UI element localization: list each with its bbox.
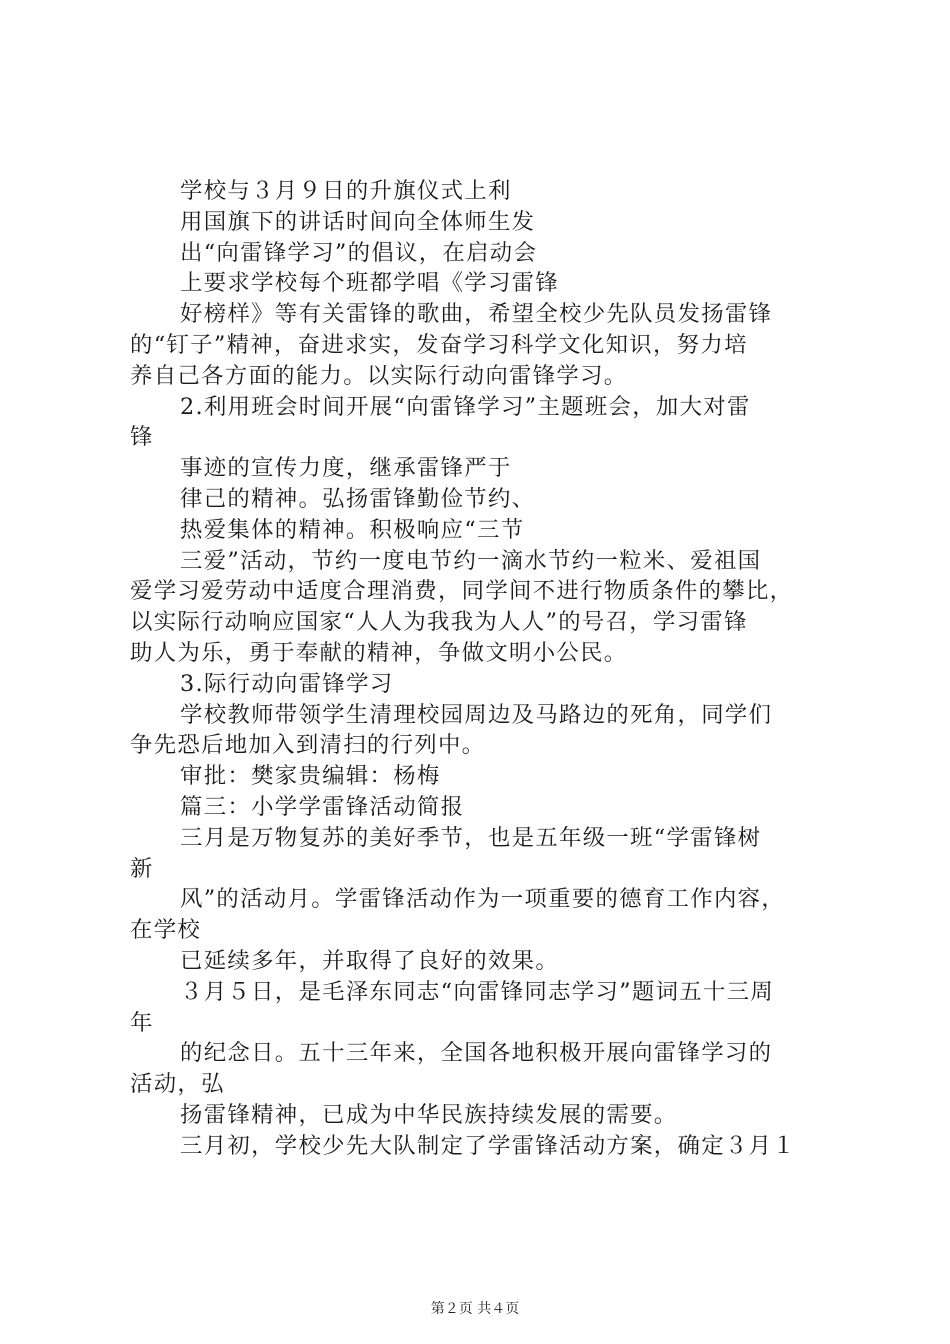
- text-line: 热爱集体的精神。积极响应“三节: [180, 516, 525, 543]
- text-line: 篇三：小学学雷锋活动简报: [180, 793, 465, 820]
- text-line: 学校与３月９日的升旗仪式上利: [180, 178, 512, 204]
- text-line: 3.际行动向雷锋学习: [180, 670, 394, 697]
- text-line: 上要求学校每个班都学唱《学习雷锋: [180, 270, 560, 297]
- text-line: 助人为乐，勇于奉献的精神，争做文明小公民。: [130, 639, 628, 666]
- text-line: 养自己各方面的能力。以实际行动向雷锋学习。: [130, 362, 628, 389]
- text-line: 出“向雷锋学习”的倡议，在启动会: [180, 239, 538, 266]
- text-line: 在学校: [130, 917, 202, 944]
- text-line: 三月是万物复苏的美好季节，也是五年级一班“学雷锋树: [180, 824, 762, 851]
- text-line: 2.利用班会时间开展“向雷锋学习”主题班会，加大对雷: [180, 393, 751, 420]
- text-line: 的“钉子”精神，奋进求实，发奋学习科学文化知识，努力培: [130, 331, 748, 358]
- text-line: 三月初，学校少先大队制定了学雷锋活动方案，确定３月１: [180, 1132, 796, 1159]
- text-line: 扬雷锋精神，已成为中华民族持续发展的需要。: [180, 1101, 678, 1128]
- text-line: 事迹的宣传力度，继承雷锋严于: [180, 455, 512, 482]
- text-line: 好榜样》等有关雷锋的歌曲，希望全校少先队员发扬雷锋: [180, 301, 773, 328]
- text-line: 活动，弘: [130, 1071, 225, 1098]
- text-line: 以实际行动响应国家“人人为我我为人人”的号召，学习雷锋: [130, 609, 748, 636]
- text-line: 三爱”活动，节约一度电节约一滴水节约一粒米、爱祖国: [180, 547, 762, 574]
- text-line: 律己的精神。弘扬雷锋勤俭节约、: [180, 485, 536, 512]
- text-line: 争先恐后地加入到清扫的行列中。: [130, 732, 486, 759]
- text-line: 新: [130, 855, 154, 882]
- text-line: ３月５日，是毛泽东同志“向雷锋同志学习”题词五十三周: [180, 978, 775, 1005]
- page-footer: 第２页 共４页: [430, 1301, 520, 1317]
- text-line: 已延续多年，并取得了良好的效果。: [180, 947, 560, 974]
- text-line: 锋: [130, 424, 154, 451]
- text-line: 审批：樊家贵编辑：杨梅: [180, 763, 441, 790]
- text-line: 用国旗下的讲话时间向全体师生发: [180, 208, 536, 235]
- text-line: 年: [130, 1009, 154, 1036]
- text-line: 学校教师带领学生清理校园周边及马路边的死角，同学们: [180, 701, 773, 728]
- text-line: 的纪念日。五十三年来，全国各地积极开展向雷锋学习的: [180, 1040, 773, 1067]
- text-line: 风”的活动月。学雷锋活动作为一项重要的德育工作内容，: [180, 886, 786, 913]
- document-body: [130, 176, 830, 1162]
- text-line: 爱学习爱劳动中适度合理消费，同学间不进行物质条件的攀比，: [130, 578, 794, 605]
